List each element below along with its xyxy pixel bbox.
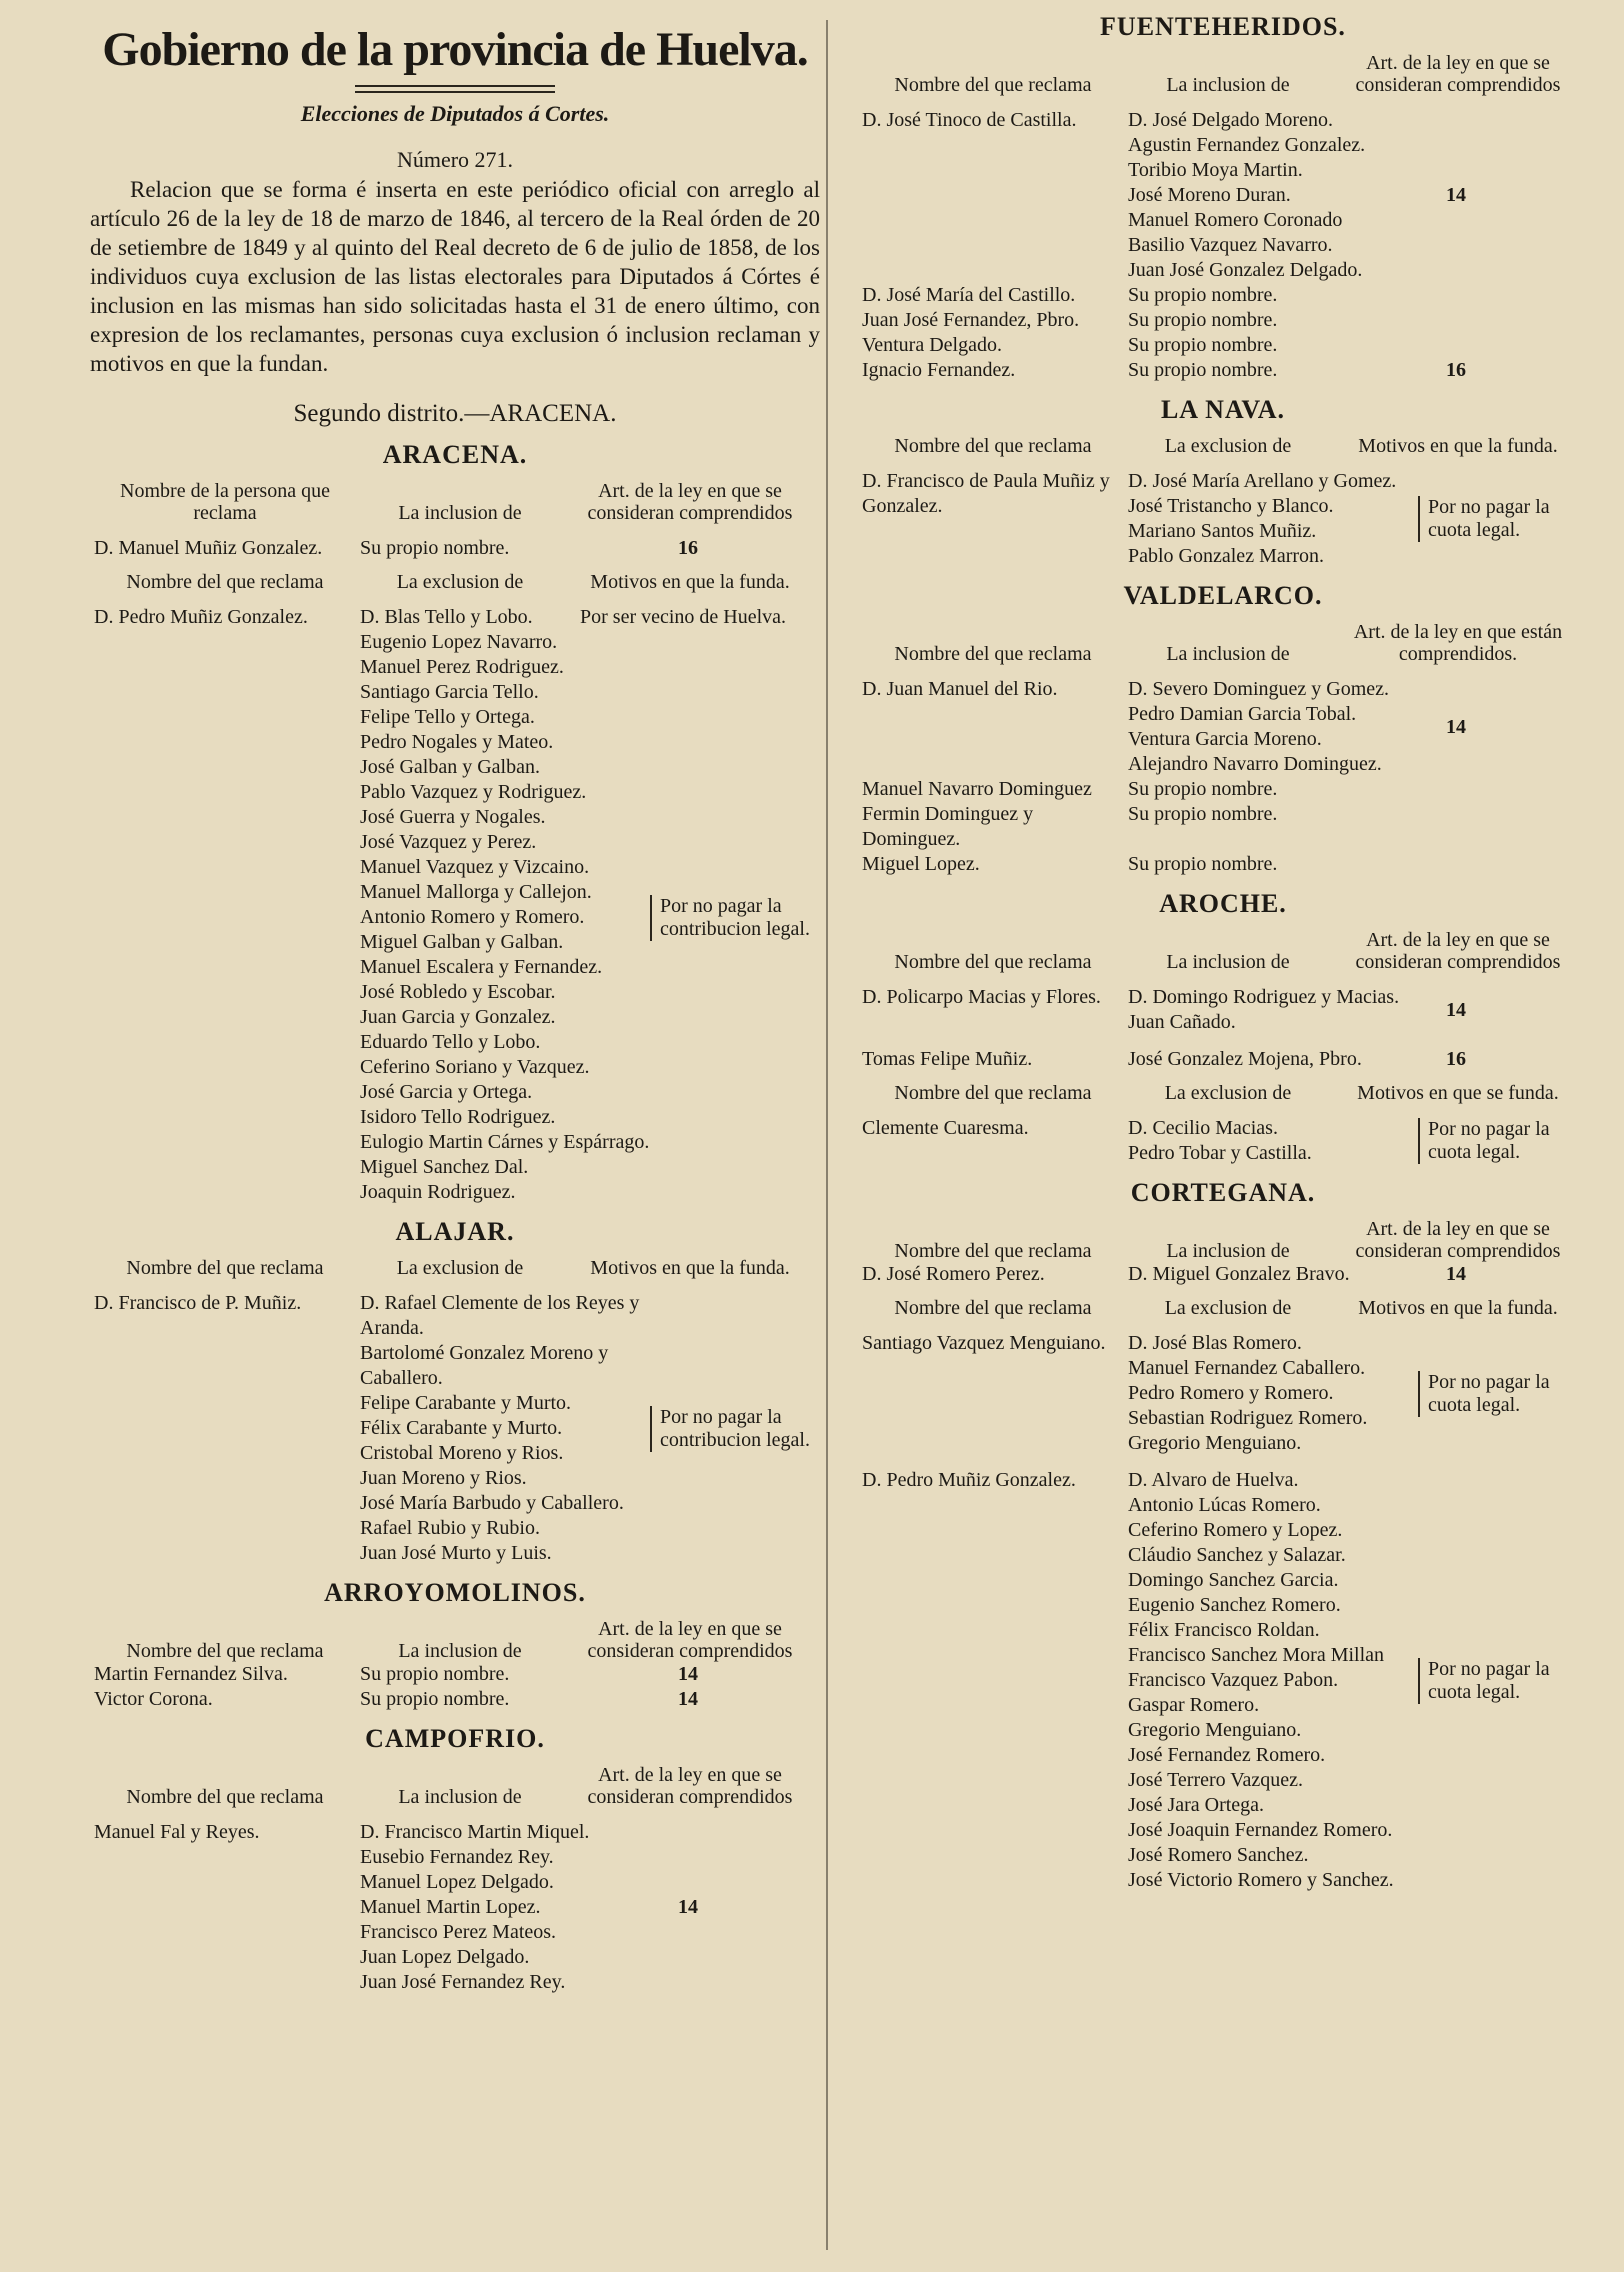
header-names: La inclusion de <box>398 502 522 524</box>
name-list <box>1128 108 1418 283</box>
listed-name: Basilio Vazquez Navarro. <box>1128 234 1333 256</box>
motivo-text: 14 <box>678 1896 698 1918</box>
header-names: La inclusion de <box>1166 643 1290 665</box>
listed-name: D. José María Arellano y Gomez. <box>1128 470 1397 492</box>
listed-name: D. Miguel Gonzalez Bravo. <box>1128 1263 1350 1285</box>
table-header <box>90 571 820 593</box>
listed-name: José Tristancho y Blanco. <box>1128 495 1334 517</box>
header-motivo: Art. de la ley en que se consideran comprendidos <box>587 480 793 524</box>
motivo-text: Por no pagar la cuota legal. <box>1418 1371 1588 1417</box>
table-header <box>858 929 1588 973</box>
town-heading: ARACENA. <box>382 440 528 469</box>
motivo-text: 14 <box>1446 998 1466 1021</box>
town-heading: ALAJAR. <box>395 1217 515 1246</box>
motivo-text: Por no pagar la contribucion legal. <box>650 895 820 941</box>
listed-name: José Joaquin Fernandez Romero. <box>1128 1819 1393 1841</box>
table-header <box>90 1618 820 1662</box>
listed-name: Ceferino Soriano y Vazquez. <box>360 1056 590 1078</box>
entry-group <box>90 605 820 1205</box>
listed-name: Juan Moreno y Rios. <box>360 1467 527 1489</box>
listed-name: José Victorio Romero y Sanchez. <box>1128 1869 1394 1891</box>
claimant-name: D. Manuel Muñiz Gonzalez. <box>94 537 323 559</box>
name-list <box>360 1820 650 1995</box>
listed-name: Cristobal Moreno y Rios. <box>360 1442 564 1464</box>
claimant-name: Juan José Fernandez, Pbro. <box>862 309 1080 331</box>
listed-name: Eduardo Tello y Lobo. <box>360 1031 541 1053</box>
listed-name: Antonio Lúcas Romero. <box>1128 1494 1321 1516</box>
listed-name: Miguel Sanchez Dal. <box>360 1156 529 1178</box>
motivo-cell <box>580 605 820 1205</box>
town-heading: ARROYOMOLINOS. <box>324 1578 586 1607</box>
header-claimant: Nombre del que reclama <box>894 643 1092 665</box>
motivo-cell <box>1418 677 1588 777</box>
title-ornament <box>355 85 555 93</box>
listed-name: Manuel Lopez Delgado. <box>360 1871 554 1893</box>
listed-name: Su propio nombre. <box>1128 334 1278 356</box>
header-names: La inclusion de <box>1166 951 1290 973</box>
claimant-name: Fermin Dominguez y Dominguez. <box>862 803 1034 850</box>
entry-group <box>90 1291 820 1566</box>
listed-name: D. Rafael Clemente de los Reyes y Aranda. <box>360 1292 640 1339</box>
issue-number: Número 271. <box>396 147 514 172</box>
listed-name: Manuel Martin Lopez. <box>360 1896 541 1918</box>
listed-name: Manuel Mallorga y Callejon. <box>360 881 592 903</box>
table-header <box>858 1082 1588 1104</box>
town-section <box>858 581 1588 877</box>
claimant-name: Miguel Lopez. <box>862 853 980 875</box>
listed-name: Mariano Santos Muñiz. <box>1128 520 1317 542</box>
listed-name: Gregorio Menguiano. <box>1128 1719 1302 1741</box>
header-claimant: Nombre de la persona que reclama <box>120 480 330 524</box>
article-number: 16 <box>1446 359 1466 381</box>
listed-name: Juan Lopez Delgado. <box>360 1946 530 1968</box>
header-claimant: Nombre del que reclama <box>894 74 1092 96</box>
name-list <box>1128 1331 1418 1456</box>
motivo-text: 16 <box>678 537 698 559</box>
listed-name: Eugenio Sanchez Romero. <box>1128 1594 1341 1616</box>
entry-row <box>858 802 1588 852</box>
listed-name: José Galban y Galban. <box>360 756 540 778</box>
listed-name: Francisco Vazquez Pabon. <box>1128 1669 1339 1691</box>
listed-name: Félix Carabante y Murto. <box>360 1417 563 1439</box>
header-claimant: Nombre del que reclama <box>894 1240 1092 1262</box>
table-header <box>858 435 1588 457</box>
listed-name: Isidoro Tello Rodriguez. <box>360 1106 556 1128</box>
header-motivo: Art. de la ley en que se consideran comprendidos <box>587 1618 793 1662</box>
left-column <box>90 0 820 1995</box>
town-heading: CORTEGANA. <box>1130 1178 1316 1207</box>
listed-name: Ceferino Romero y Lopez. <box>1128 1519 1343 1541</box>
listed-name: José Jara Ortega. <box>1128 1794 1265 1816</box>
header-names: La exclusion de <box>396 571 524 593</box>
listed-name: José Fernandez Romero. <box>1128 1744 1326 1766</box>
listed-name: Eugenio Lopez Navarro. <box>360 631 558 653</box>
header-names: La exclusion de <box>1164 1082 1292 1104</box>
listed-name: Juan José Fernandez Rey. <box>360 1971 566 1993</box>
page-subtitle: Elecciones de Diputados á Cortes. <box>300 101 610 126</box>
listed-name: Alejandro Navarro Dominguez. <box>1128 753 1382 775</box>
listed-name: D. Blas Tello y Lobo. <box>360 606 533 628</box>
article-number <box>1418 308 1588 333</box>
listed-name: Gaspar Romero. <box>1128 1694 1260 1716</box>
header-names: La inclusion de <box>398 1640 522 1662</box>
listed-name: Rafael Rubio y Rubio. <box>360 1517 540 1539</box>
entry-row <box>858 283 1588 308</box>
listed-name: Manuel Vazquez y Vizcaino. <box>360 856 590 878</box>
listed-name: Pedro Nogales y Mateo. <box>360 731 554 753</box>
header-claimant: Nombre del que reclama <box>126 571 324 593</box>
header-names: La exclusion de <box>396 1257 524 1279</box>
town-heading: VALDELARCO. <box>1123 581 1323 610</box>
listed-name: D. Alvaro de Huelva. <box>1128 1469 1299 1491</box>
entry-group <box>858 1331 1588 1456</box>
header-claimant: Nombre del que reclama <box>126 1786 324 1808</box>
listed-name: Su propio nombre. <box>360 1688 510 1710</box>
listed-name: Antonio Romero y Romero. <box>360 906 585 928</box>
header-claimant: Nombre del que reclama <box>894 1082 1092 1104</box>
table-header <box>90 1257 820 1279</box>
header-motivo: Motivos en que la funda. <box>590 571 790 593</box>
table-header <box>90 480 820 524</box>
listed-name: Juan José Gonzalez Delgado. <box>1128 259 1363 281</box>
town-section <box>858 12 1588 383</box>
motivo-cell <box>1418 469 1588 569</box>
listed-name: Felipe Tello y Ortega. <box>360 706 535 728</box>
town-section <box>90 1724 820 1995</box>
entry-group <box>858 1116 1588 1166</box>
motivo-top: Por ser vecino de Huelva. <box>580 606 787 628</box>
name-list <box>360 536 650 561</box>
listed-name: Gregorio Menguiano. <box>1128 1432 1302 1454</box>
header-motivo: Motivos en que la funda. <box>590 1257 790 1279</box>
header-motivo: Art. de la ley en que se consideran comprendidos <box>1355 929 1561 973</box>
claimant-name: Ignacio Fernandez. <box>862 359 1016 381</box>
article-number: 14 <box>1446 1263 1466 1285</box>
name-list <box>1128 677 1418 777</box>
header-claimant: Nombre del que reclama <box>894 435 1092 457</box>
listed-name: D. Severo Dominguez y Gomez. <box>1128 678 1390 700</box>
town-heading: FUENTEHERIDOS. <box>1100 12 1346 41</box>
article-number: 14 <box>678 1663 698 1685</box>
intro-paragraph: Relacion que se forma é inserta en este periódico oficial con arreglo al artículo 26 de la ley de 18 de marzo de 1846, al tercero de la Real órden de 20 de setiembre de 1849 y al quinto del Real decreto de 6 de julio de 1858, de los individuos cuya exclusion de las listas electorales para Diputados á Córtes é inclusion en las mismas han sido solicitadas hasta el 31 de enero último, con expresion de los reclamantes, personas cuya exclusion ó inclusion reclaman y motivos en que la fundan. <box>90 177 820 376</box>
listed-name: Francisco Perez Mateos. <box>360 1921 557 1943</box>
entry-row <box>90 1687 820 1712</box>
motivo-cell <box>650 1820 820 1995</box>
listed-name: José Romero Sanchez. <box>1128 1844 1309 1866</box>
entry-row <box>858 358 1588 383</box>
motivo-text: 14 <box>1446 184 1466 206</box>
article-number <box>1418 283 1588 308</box>
header-claimant: Nombre del que reclama <box>126 1640 324 1662</box>
motivo-text: Por no pagar la cuota legal. <box>1418 1658 1588 1704</box>
listed-name: Domingo Sanchez Garcia. <box>1128 1569 1339 1591</box>
header-names: La inclusion de <box>1166 74 1290 96</box>
table-header <box>858 1297 1588 1319</box>
name-list <box>1128 1047 1418 1072</box>
listed-name: Su propio nombre. <box>1128 803 1278 825</box>
claimant-name: D. Pedro Muñiz Gonzalez. <box>94 606 308 628</box>
listed-name: Juan José Murto y Luis. <box>360 1542 552 1564</box>
entry-row <box>858 333 1588 358</box>
name-list <box>1128 469 1418 569</box>
listed-name: Félix Francisco Roldan. <box>1128 1619 1320 1641</box>
claimant-name: Clemente Cuaresma. <box>862 1117 1029 1139</box>
entry-group <box>90 1820 820 1995</box>
listed-name: Pablo Vazquez y Rodriguez. <box>360 781 587 803</box>
right-column <box>858 0 1588 1893</box>
motivo-cell <box>1418 1331 1588 1456</box>
table-header <box>90 1764 820 1808</box>
header-motivo: Motivos en que la funda. <box>1358 435 1558 457</box>
listed-name: D. Cecilio Macias. <box>1128 1117 1278 1139</box>
listed-name: D. Francisco Martin Miquel. <box>360 1821 590 1843</box>
claimant-name: Santiago Vazquez Menguiano. <box>862 1332 1106 1354</box>
listed-name: Manuel Perez Rodriguez. <box>360 656 564 678</box>
header-motivo: Motivos en que se funda. <box>1357 1082 1559 1104</box>
listed-name: Santiago Garcia Tello. <box>360 681 539 703</box>
listed-name: José María Barbudo y Caballero. <box>360 1492 624 1514</box>
entry-group <box>858 1047 1588 1072</box>
town-section <box>858 395 1588 569</box>
listed-name: Su propio nombre. <box>360 1663 510 1685</box>
listed-name: Eulogio Martin Cárnes y Espárrago. <box>360 1131 650 1153</box>
claimant-name: Martin Fernandez Silva. <box>94 1663 288 1685</box>
header-motivo: Art. de la ley en que se consideran comprendidos <box>1355 1218 1561 1262</box>
header-names: La inclusion de <box>398 1786 522 1808</box>
name-list <box>360 1291 650 1566</box>
listed-name: Manuel Fernandez Caballero. <box>1128 1357 1366 1379</box>
article-number <box>1418 802 1588 852</box>
name-list <box>1128 985 1418 1035</box>
listed-name: D. Domingo Rodriguez y Macias. <box>1128 986 1400 1008</box>
header-motivo: Art. de la ley en que están comprendidos. <box>1353 621 1563 665</box>
listed-name: Miguel Galban y Galban. <box>360 931 564 953</box>
claimant-name: D. José Romero Perez. <box>862 1263 1045 1285</box>
entry-row <box>858 308 1588 333</box>
district-heading: Segundo distrito.—ARACENA. <box>293 400 617 427</box>
claimant-name: Manuel Navarro Dominguez <box>862 778 1092 800</box>
listed-name: José Moreno Duran. <box>1128 184 1291 206</box>
listed-name: Manuel Romero Coronado <box>1128 209 1343 231</box>
listed-name: Su propio nombre. <box>360 537 510 559</box>
town-section <box>90 1217 820 1566</box>
article-number: 14 <box>678 1688 698 1710</box>
header-claimant: Nombre del que reclama <box>126 1257 324 1279</box>
motivo-cell <box>1418 1468 1588 1893</box>
entry-group <box>858 108 1588 283</box>
left-sections <box>90 440 820 1995</box>
header-names: La exclusion de <box>1164 1297 1292 1319</box>
right-sections <box>858 12 1588 1893</box>
listed-name: Pedro Romero y Romero. <box>1128 1382 1334 1404</box>
claimant-name: D. Juan Manuel del Rio. <box>862 678 1058 700</box>
listed-name: Sebastian Rodriguez Romero. <box>1128 1407 1368 1429</box>
header-names: La exclusion de <box>1164 435 1292 457</box>
listed-name: Su propio nombre. <box>1128 359 1278 381</box>
listed-name: Juan Garcia y Gonzalez. <box>360 1006 556 1028</box>
header-motivo: Art. de la ley en que se consideran comprendidos <box>587 1764 793 1808</box>
motivo-text: 14 <box>1446 715 1466 738</box>
listed-name: Pedro Damian Garcia Tobal. <box>1128 703 1357 725</box>
listed-name: Agustin Fernandez Gonzalez. <box>1128 134 1366 156</box>
entry-row <box>858 852 1588 877</box>
town-section <box>858 889 1588 1166</box>
listed-name: Francisco Sanchez Mora Millan <box>1128 1644 1385 1666</box>
listed-name: José Robledo y Escobar. <box>360 981 556 1003</box>
entry-group <box>858 469 1588 569</box>
listed-name: D. José Blas Romero. <box>1128 1332 1302 1354</box>
column-divider <box>826 20 828 2250</box>
listed-name: José Terrero Vazquez. <box>1128 1769 1304 1791</box>
motivo-cell <box>1418 1116 1588 1166</box>
motivo-cell <box>1418 985 1588 1035</box>
header-claimant: Nombre del que reclama <box>894 951 1092 973</box>
claimant-name: Tomas Felipe Muñiz. <box>862 1048 1033 1070</box>
town-heading: CAMPOFRIO. <box>365 1724 545 1753</box>
header-claimant: Nombre del que reclama <box>894 1297 1092 1319</box>
listed-name: Manuel Escalera y Fernandez. <box>360 956 603 978</box>
listed-name: Felipe Carabante y Murto. <box>360 1392 572 1414</box>
motivo-text: Por no pagar la cuota legal. <box>1418 1118 1588 1164</box>
entry-group <box>90 536 820 561</box>
claimant-name: Victor Corona. <box>94 1688 213 1710</box>
entry-group <box>858 1468 1588 1893</box>
listed-name: Juan Cañado. <box>1128 1011 1236 1033</box>
claimant-name: D. Francisco de P. Muñiz. <box>94 1292 302 1314</box>
listed-name: José Gonzalez Mojena, Pbro. <box>1128 1048 1362 1070</box>
town-heading: LA NAVA. <box>1160 395 1286 424</box>
town-section <box>90 440 820 1205</box>
header-names: La inclusion de <box>1166 1240 1290 1262</box>
town-section <box>90 1578 820 1712</box>
name-list <box>1128 1116 1418 1166</box>
listed-name: Bartolomé Gonzalez Moreno y Caballero. <box>360 1342 609 1389</box>
table-header <box>858 1218 1588 1262</box>
motivo-cell <box>1418 1047 1588 1072</box>
town-heading: AROCHE. <box>1159 889 1287 918</box>
listed-name: Pedro Tobar y Castilla. <box>1128 1142 1312 1164</box>
listed-name: Joaquin Rodriguez. <box>360 1181 516 1203</box>
name-list <box>360 605 650 1205</box>
listed-name: Su propio nombre. <box>1128 853 1278 875</box>
listed-name: Su propio nombre. <box>1128 309 1278 331</box>
motivo-text: 16 <box>1446 1048 1466 1070</box>
table-header <box>858 52 1588 96</box>
listed-name: Ventura Garcia Moreno. <box>1128 728 1322 750</box>
motivo-cell <box>1418 108 1588 283</box>
header-motivo: Motivos en que la funda. <box>1358 1297 1558 1319</box>
listed-name: Cláudio Sanchez y Salazar. <box>1128 1544 1346 1566</box>
listed-name: José Vazquez y Perez. <box>360 831 537 853</box>
listed-name: Su propio nombre. <box>1128 778 1278 800</box>
listed-name: José Garcia y Ortega. <box>360 1081 533 1103</box>
claimant-name: D. Francisco de Paula Muñiz y Gonzalez. <box>862 470 1110 517</box>
page-title: Gobierno de la provincia de Huelva. <box>102 23 808 76</box>
listed-name: Eusebio Fernandez Rey. <box>360 1846 554 1868</box>
motivo-text: Por no pagar la cuota legal. <box>1418 496 1588 542</box>
town-section <box>858 1178 1588 1893</box>
entry-row <box>90 1662 820 1687</box>
article-number <box>1418 333 1588 358</box>
claimant-name: D. José María del Castillo. <box>862 284 1076 306</box>
claimant-name: Ventura Delgado. <box>862 334 1002 356</box>
article-number <box>1418 777 1588 802</box>
entry-group <box>858 985 1588 1035</box>
motivo-cell <box>650 1291 820 1566</box>
motivo-cell <box>650 536 820 561</box>
listed-name: D. José Delgado Moreno. <box>1128 109 1333 131</box>
entry-row <box>858 777 1588 802</box>
motivo-text: Por no pagar la contribucion legal. <box>650 1406 820 1452</box>
claimant-name: Manuel Fal y Reyes. <box>94 1821 260 1843</box>
claimant-name: D. Pedro Muñiz Gonzalez. <box>862 1469 1076 1491</box>
entry-row <box>858 1262 1588 1287</box>
claimant-name: D. Policarpo Macias y Flores. <box>862 986 1101 1008</box>
listed-name: Su propio nombre. <box>1128 284 1278 306</box>
claimant-name: D. José Tinoco de Castilla. <box>862 109 1077 131</box>
header-motivo: Art. de la ley en que se consideran comprendidos <box>1355 52 1561 96</box>
listed-name: José Guerra y Nogales. <box>360 806 546 828</box>
name-list <box>1128 1468 1418 1893</box>
listed-name: Toribio Moya Martin. <box>1128 159 1303 181</box>
entry-group <box>858 677 1588 777</box>
table-header <box>858 621 1588 665</box>
listed-name: Pablo Gonzalez Marron. <box>1128 545 1325 567</box>
article-number <box>1418 852 1588 877</box>
